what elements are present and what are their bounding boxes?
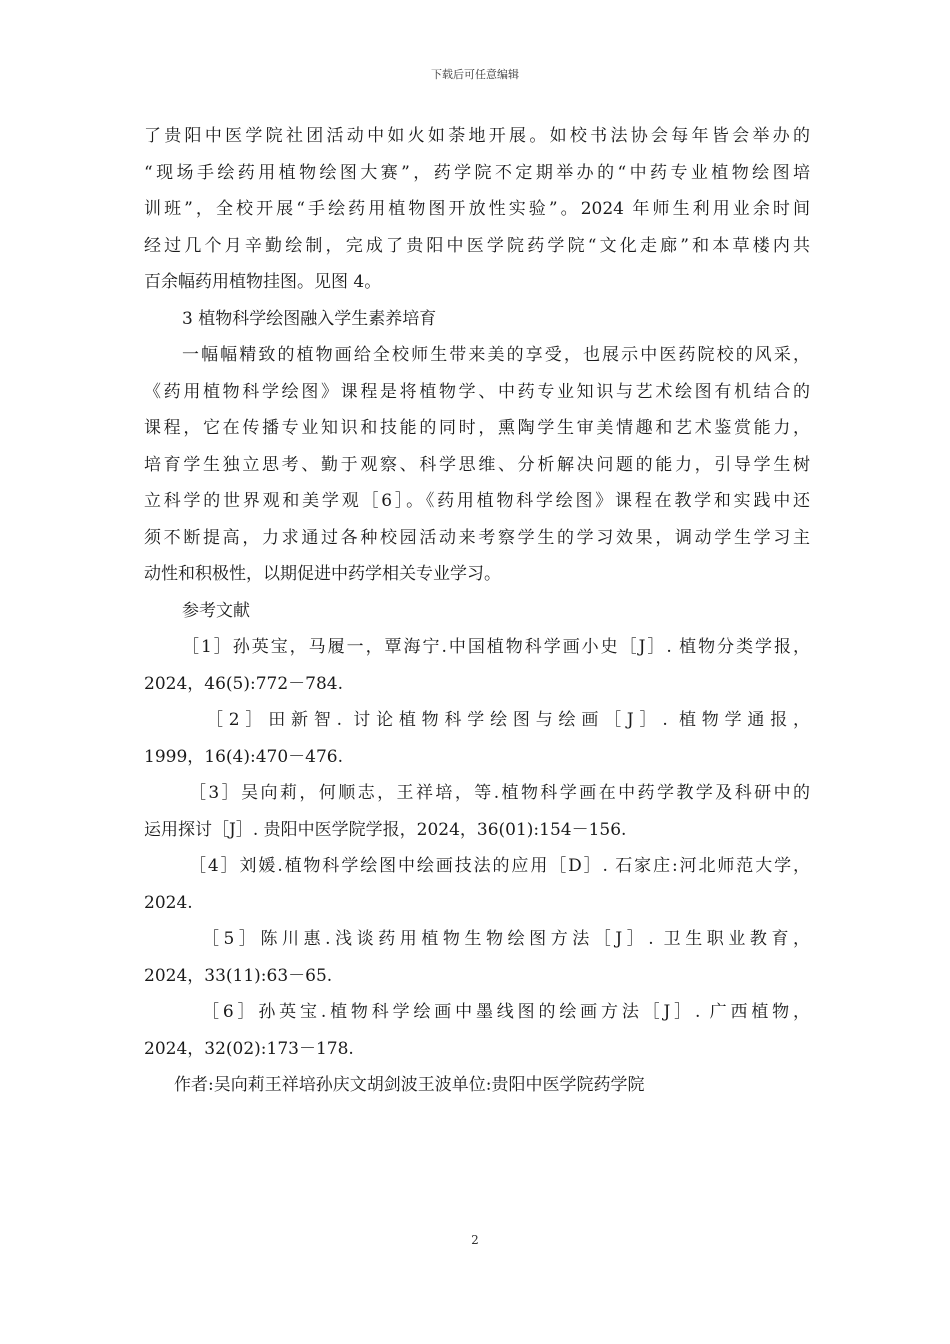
text-line: 训班”，全校开展“手绘药用植物图开放性实验”。2024 年师生利用业余时间	[144, 199, 810, 219]
reference-2	[144, 702, 810, 775]
references-heading	[144, 593, 810, 630]
author-line	[144, 1067, 810, 1104]
reference-line: 运用探讨［J］. 贵阳中医学院学报，2024，36(01):154－156.	[144, 819, 627, 840]
text-line: 了贵阳中医学院社团活动中如火如荼地开展。如校书法协会每年皆会举办的	[144, 126, 810, 146]
text-line: 百余幅药用植物挂图。见图 4。	[144, 272, 382, 292]
author-text: 作者:吴向莉王祥培孙庆文胡剑波王波单位:贵阳中医学院药学院	[174, 1075, 645, 1095]
text-line: 《药用植物科学绘图》课程是将植物学、中药专业知识与艺术绘图有机结合的	[144, 381, 810, 402]
text-line: 课程，它在传播专业知识和技能的同时，熏陶学生审美情趣和艺术鉴赏能力，	[144, 418, 810, 438]
paragraph-2	[144, 337, 810, 593]
text-line: 须不断提高，力求通过各种校园活动来考察学生的学习效果，调动学生学习主	[144, 527, 810, 548]
text-line: 经过几个月辛勤绘制，完成了贵阳中医学院药学院“文化走廊”和本草楼内共	[144, 235, 810, 256]
reference-line: 2024，46(5):772－784.	[144, 673, 344, 694]
text-line: “现场手绘药用植物绘图大赛”，药学院不定期举办的“中药专业植物绘图培	[144, 162, 810, 183]
text-line: 培育学生独立思考、勤于观察、科学思维、分析解决问题的能力，引导学生树	[144, 454, 810, 475]
page-number: 2	[471, 1233, 479, 1247]
reference-line: 2024.	[144, 892, 193, 913]
page-header: 下载后可任意编辑	[431, 68, 519, 81]
reference-4	[144, 848, 810, 921]
references-heading-text: 参考文献	[182, 600, 250, 621]
reference-line: ［6］孙英宝.植物科学绘画中墨线图的绘画方法［J］. 广西植物，	[202, 1002, 810, 1022]
reference-3	[144, 775, 810, 848]
section-heading	[144, 301, 810, 338]
text-line: 动性和积极性，以期促进中药学相关专业学习。	[144, 564, 501, 584]
section-heading-text: 3 植物科学绘图融入学生素养培育	[182, 308, 437, 329]
text-line: 立科学的世界观和美学观［6］。《药用植物科学绘图》课程在教学和实践中还	[144, 491, 810, 511]
reference-line: 2024，32(02):173－178.	[144, 1038, 354, 1059]
reference-line: ［3］吴向莉，何顺志，王祥培，等.植物科学画在中药学教学及科研中的	[189, 783, 810, 803]
paragraph-1	[144, 118, 810, 301]
reference-line: 2024，33(11):63－65.	[144, 965, 333, 986]
reference-line: ［1］孙英宝，马履一，覃海宁.中国植物科学画小史［J］. 植物分类学报，	[182, 637, 810, 657]
reference-1	[144, 629, 810, 702]
document-body	[144, 118, 810, 1104]
reference-line: ［5］陈川惠.浅谈药用植物生物绘图方法［J］. 卫生职业教育，	[202, 929, 810, 949]
reference-line: ［4］刘媛.植物科学绘图中绘画技法的应用［D］. 石家庄:河北师范大学，	[189, 856, 810, 876]
reference-line: 1999，16(4):470－476.	[144, 746, 344, 767]
reference-6	[144, 994, 810, 1067]
text-line: 一幅幅精致的植物画给全校师生带来美的享受，也展示中医药院校的风采，	[182, 345, 810, 365]
reference-5	[144, 921, 810, 994]
reference-line: ［2］田新智. 讨论植物科学绘图与绘画［J］. 植物学通报，	[206, 710, 810, 730]
